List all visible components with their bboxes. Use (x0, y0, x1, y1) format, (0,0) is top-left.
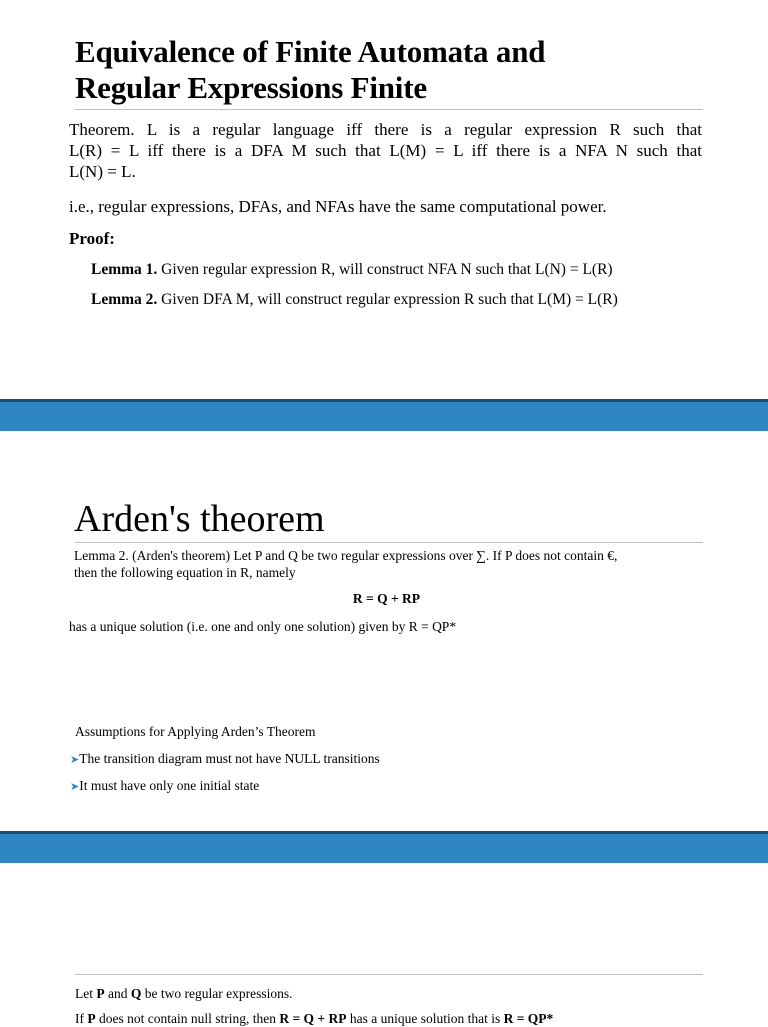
slide1-title-line1: Equivalence of Finite Automata and (75, 34, 546, 69)
slide2-lemma (74, 547, 704, 581)
solution: R = QP* (503, 1011, 554, 1026)
symbol-p: P (96, 986, 105, 1001)
arrow-bullet-icon: ➤ (70, 754, 80, 766)
lemma1-text: Given regular expression R, will construct NFA N such that L(N) = L(R) (157, 261, 613, 278)
assumption-text-1: The transition diagram must not have NULL transitions (79, 751, 380, 766)
theorem-line3: L(N) = L. (69, 162, 136, 181)
slide2-title-rule (75, 542, 703, 543)
slide3-line1 (75, 985, 292, 1002)
slide1-title-line2: Regular Expressions Finite (75, 70, 427, 105)
arden-solution: has a unique solution (i.e. one and only one solution) given by R = QP* (69, 619, 457, 634)
arrow-bullet-icon: ➤ (70, 781, 80, 793)
arden-lemma-line2: then the following equation in R, namely (74, 565, 296, 580)
slide1-title-rule (75, 109, 703, 110)
theorem-line2: L(R) = L iff there is a DFA M such that L(M) = L iff there is a NFA N such that (69, 141, 702, 160)
lemma2-label: Lemma 2. (91, 291, 158, 308)
equation: R = Q + RP (279, 1011, 347, 1026)
symbol-p: P (87, 1011, 96, 1026)
text: Let (75, 986, 97, 1001)
text: has a unique solution that is (346, 1011, 504, 1026)
slide-divider-2 (0, 831, 768, 863)
text: and (104, 986, 131, 1001)
theorem-line1: Theorem. L is a regular language iff there is a regular expression R such that (69, 120, 702, 139)
slide3-line2 (75, 1010, 553, 1027)
slide1-lemma1 (91, 260, 613, 280)
text: If (75, 1011, 88, 1026)
divider-2-fill (0, 834, 768, 863)
slide1-theorem (69, 119, 702, 182)
lemma1-label: Lemma 1. (91, 261, 158, 278)
text: be two regular expressions. (141, 986, 293, 1001)
arden-equation: R = Q + RP (352, 591, 421, 606)
assumptions-heading: Assumptions for Applying Arden’s Theorem (75, 724, 316, 739)
assumption-text-2: It must have only one initial state (79, 778, 260, 793)
slide3-rule (75, 974, 703, 975)
assumption-item-2 (70, 777, 259, 796)
symbol-q: Q (130, 986, 142, 1001)
divider-1-fill (0, 402, 768, 431)
slide2-title: Arden's theorem (74, 498, 325, 540)
slide1-title (75, 34, 545, 106)
slide1-lemma2 (91, 290, 618, 310)
lemma2-text: Given DFA M, will construct regular expression R such that L(M) = L(R) (157, 291, 618, 308)
slide1-ie: i.e., regular expressions, DFAs, and NFAs have the same computational power. (69, 197, 607, 216)
arden-lemma-line1: Lemma 2. (Arden's theorem) Let P and Q be two regular expressions over ∑. If P does not contain €, (74, 548, 618, 563)
assumption-item-1 (70, 750, 380, 769)
slide-divider-1 (0, 399, 768, 431)
slide1-proof: Proof: (69, 229, 115, 248)
text: does not contain null string, then (95, 1011, 280, 1026)
